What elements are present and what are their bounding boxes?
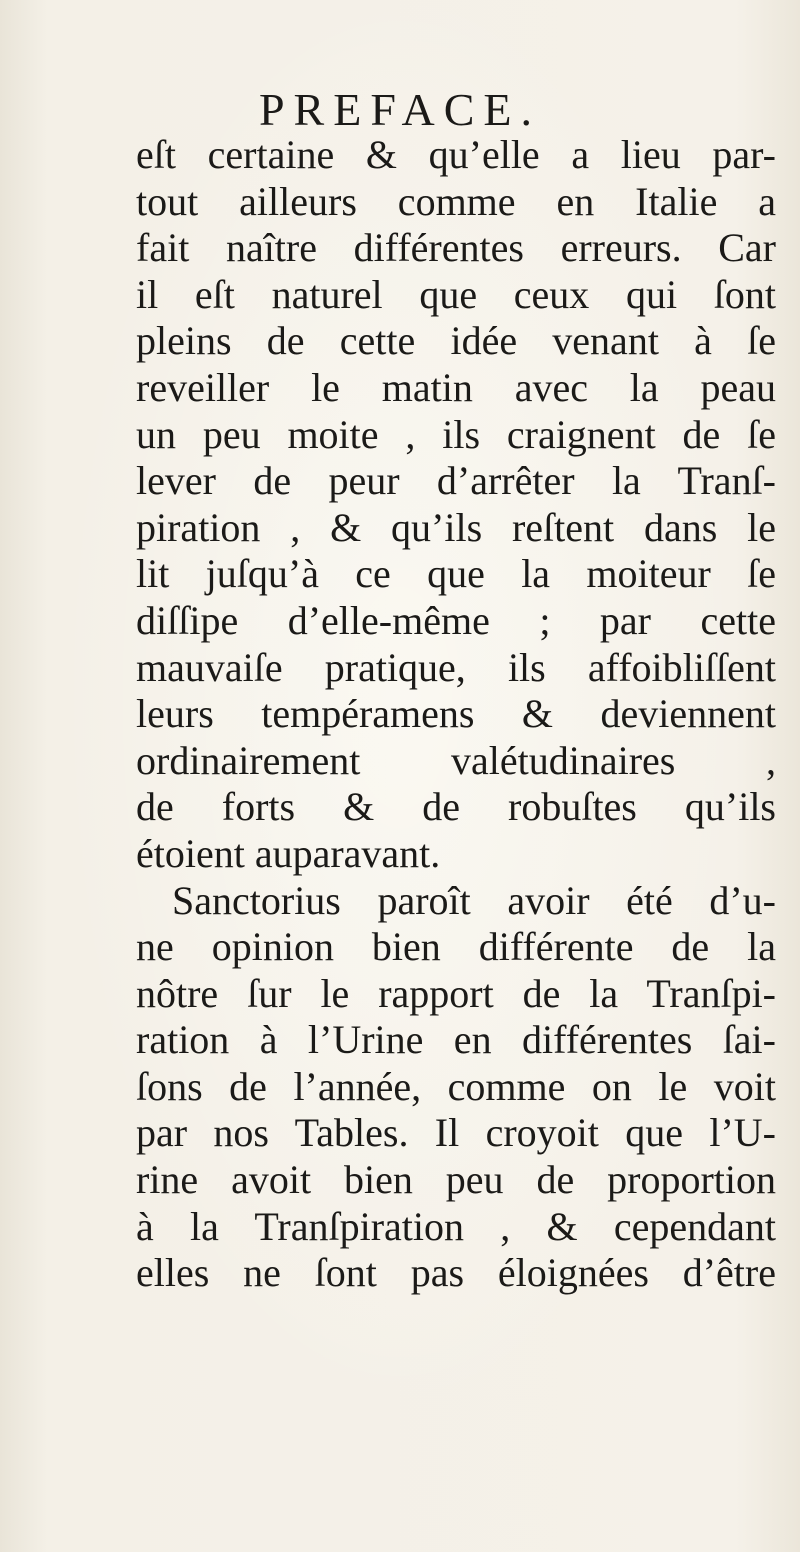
text-line: tout ailleurs comme en Italie a [136, 178, 776, 224]
text-line: rine avoit bien peu de proportion [136, 1157, 776, 1203]
text-line: elles ne ſont pas éloignées d’être [136, 1250, 776, 1296]
text-line: ſons de l’année, comme on le voit [136, 1063, 776, 1109]
text-line: mauvaiſe pratique, ils affoibliſſent [136, 644, 776, 690]
text-line: par nos Tables. Il croyoit que l’U- [136, 1110, 776, 1156]
text-line: il eſt naturel que ceux qui ſont [136, 271, 776, 317]
text-line: lever de peur d’arrêter la Tranſ- [136, 458, 776, 504]
body-text [136, 132, 776, 1297]
text-line: à la Tranſpiration , & cependant [136, 1203, 776, 1249]
text-line: ordinairement valétudinaires , [136, 737, 776, 783]
text-line: ration à l’Urine en différentes ſai- [136, 1017, 776, 1063]
running-head: PREFACE. [258, 84, 542, 135]
text-line: pleins de cette idée venant à ſe [136, 318, 776, 364]
text-line: lit juſqu’à ce que la moiteur ſe [136, 551, 776, 597]
text-line: étoient auparavant. [136, 830, 441, 876]
text-line: leurs tempéramens & deviennent [136, 691, 776, 737]
text-line: reveiller le matin avec la peau [136, 364, 776, 410]
text-line: piration , & qu’ils reſtent dans le [136, 504, 776, 550]
text-line: nôtre ſur le rapport de la Tranſpi- [136, 970, 776, 1016]
text-line: ne opinion bien différente de la [136, 924, 776, 970]
text-line: de forts & de robuſtes qu’ils [136, 784, 776, 830]
text-line: diſſipe d’elle-même ; par cette [136, 597, 776, 643]
text-line: fait naître différentes erreurs. Car [136, 225, 776, 271]
text-line: Sanctorius paroît avoir été d’u- [172, 877, 776, 923]
text-line: eſt certaine & qu’elle a lieu par- [136, 132, 776, 177]
text-line: un peu moite , ils craignent de ſe [136, 411, 776, 457]
